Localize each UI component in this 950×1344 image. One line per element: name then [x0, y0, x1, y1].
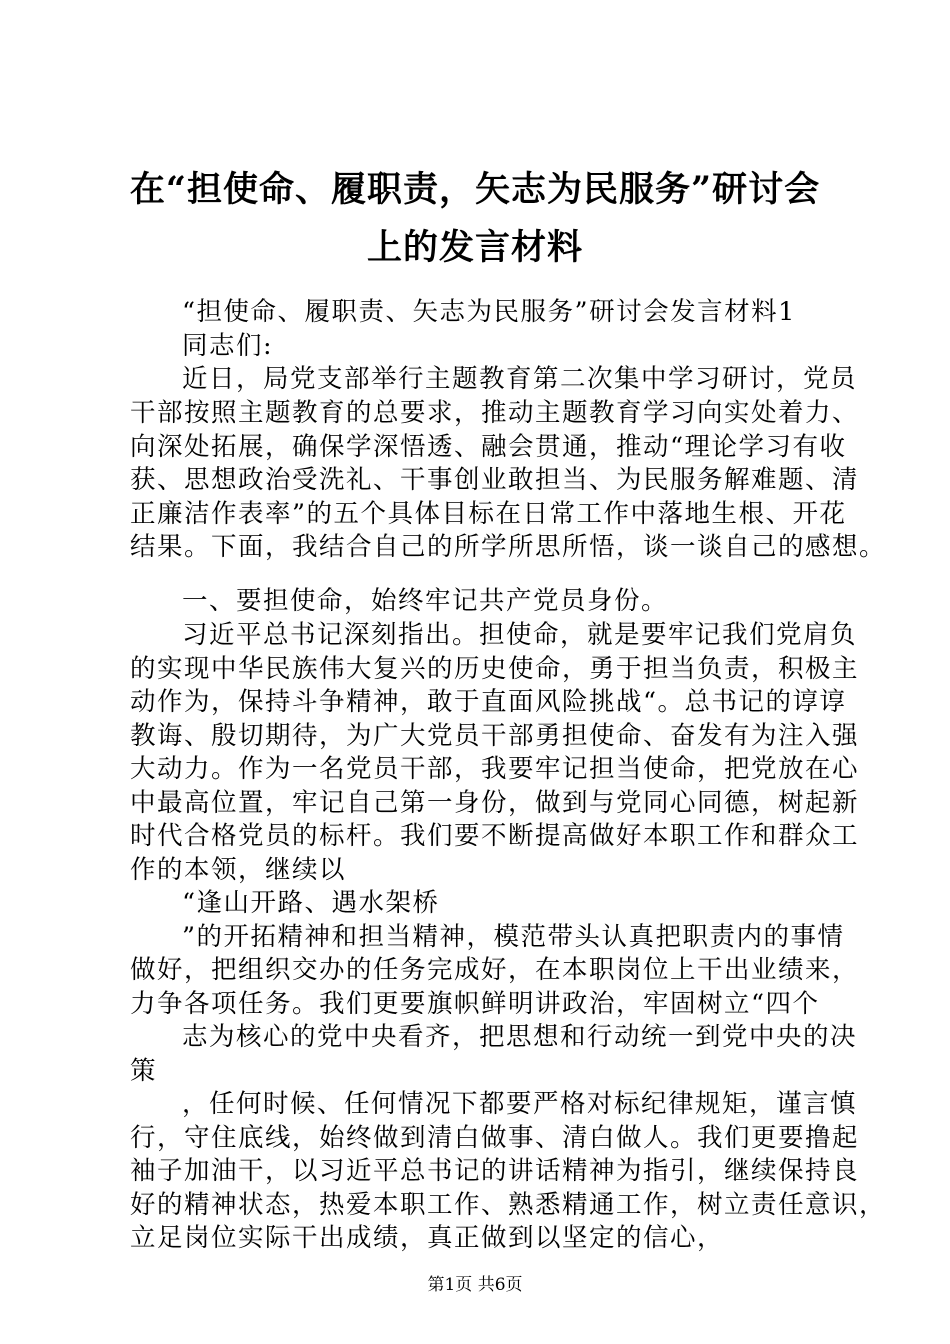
- body-text-line: 做好，把组织交办的任务完成好，在本职岗位上干出业绩来，: [130, 955, 860, 985]
- body-text-line: 获、思想政治受洗礼、干事创业敢担当、为民服务解难题、清: [130, 465, 860, 495]
- body-text-line: “逢山开路、遇水架桥: [182, 888, 440, 918]
- body-text-line: 作的本领，继续以: [130, 855, 347, 885]
- body-text-line: 大动力。作为一名党员干部，我要牢记担当使命，把党放在心: [130, 754, 860, 784]
- section-heading: 一、要担使命，始终牢记共产党员身份。: [182, 586, 669, 616]
- body-text-line: ，任何时候、任何情况下都要严格对标纪律规矩，谨言慎: [182, 1089, 858, 1119]
- body-text-line: 时代合格党员的标杆。我们要不断提高做好本职工作和群众工: [130, 821, 860, 851]
- body-text-line: 近日，局党支部举行主题教育第二次集中学习研讨，党员: [182, 364, 858, 394]
- body-text-line: 正廉洁作表率”的五个具体目标在日常工作中落地生根、开花: [130, 499, 847, 529]
- body-text-line: 好的精神状态，热爱本职工作、熟悉精通工作，树立责任意识，: [130, 1190, 887, 1220]
- body-text-line: 力争各项任务。我们更要旗帜鲜明讲政治，牢固树立“四个: [130, 989, 820, 1019]
- salutation-line: 同志们:: [182, 331, 274, 361]
- document-title-line-1: 在“担使命、履职责，矢志为民服务”研讨会: [129, 169, 821, 210]
- body-text-line: 策: [130, 1056, 158, 1086]
- body-text-line: 干部按照主题教育的总要求，推动主题教育学习向实处着力、: [130, 398, 860, 428]
- body-text-line: 教诲、殷切期待，为广大党员干部勇担使命、奋发有为注入强: [130, 721, 860, 751]
- body-text-line: 动作为，保持斗争精神，敢于直面风险挑战“。总书记的谆谆: [130, 687, 847, 717]
- body-text-line: 立足岗位实际干出成绩，真正做到以坚定的信心，: [130, 1223, 725, 1253]
- document-title-line-2: 上的发言材料: [366, 227, 583, 268]
- body-text-line: 中最高位置，牢记自己第一身份，做到与党同心同德，树起新: [130, 788, 860, 818]
- body-text-line: ”的开拓精神和担当精神，模范带头认真把职责内的事情: [182, 922, 845, 952]
- body-text-line: 习近平总书记深刻指出。担使命，就是要牢记我们党肩负: [182, 620, 858, 650]
- body-text-line: 行，守住底线，始终做到清白做事、清白做人。我们更要撸起: [130, 1123, 860, 1153]
- body-text-line: 向深处拓展，确保学深悟透、融会贯通，推动“理论学习有收: [130, 432, 847, 462]
- body-text-line: 的实现中华民族伟大复兴的历史使命，勇于担当负责，积极主: [130, 654, 860, 684]
- body-text-line: 结果。下面，我结合自己的所学所思所悟，谈一谈自己的感想。: [130, 532, 887, 562]
- body-text-line: 志为核心的党中央看齐，把思想和行动统一到党中央的决: [182, 1022, 858, 1052]
- subtitle-line: “担使命、履职责、矢志为民服务”研讨会发言材料1: [182, 297, 796, 327]
- page-number-footer: 第1页 共6页: [427, 1275, 523, 1295]
- body-text-line: 袖子加油干，以习近平总书记的讲话精神为指引，继续保持良: [130, 1156, 860, 1186]
